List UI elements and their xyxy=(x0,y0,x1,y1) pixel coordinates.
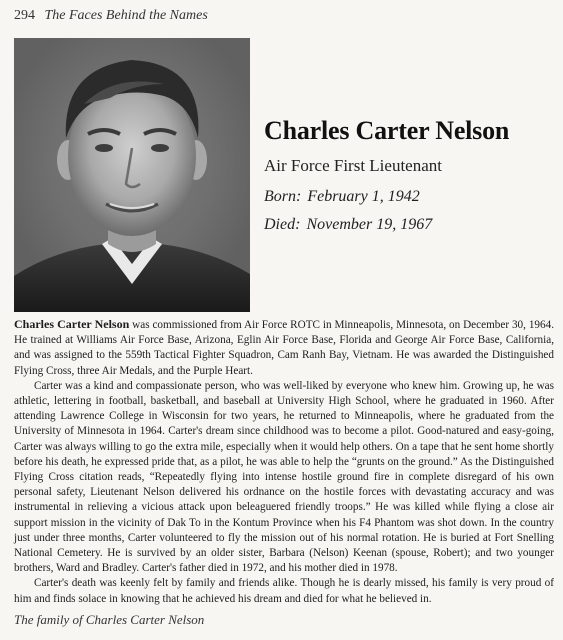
biography-paragraph-1-text: was commissioned from Air Force ROTC in Minneapolis, Minnesota, on December 30, 1964. He trained at Williams Air Force Base, Arizona, Eglin Air Force Base, Florida and George Air Force Base, California, and was assigned to the 559th Tactical Fighter Squadron, Cam Ranh Bay, Vietnam. He was awarded the Distinguished Flying Cross, three Air Medals, and the Purple Heart. xyxy=(14,319,554,377)
born-date: February 1, 1942 xyxy=(307,188,420,205)
book-title: The Faces Behind the Names xyxy=(44,8,208,23)
subject-name: Charles Carter Nelson xyxy=(264,116,510,145)
title-block xyxy=(264,116,554,244)
biography-paragraph-1 xyxy=(14,317,554,379)
biography-lead-name: Charles Carter Nelson xyxy=(14,317,130,331)
subject-rank: Air Force First Lieutenant xyxy=(264,156,442,175)
died-line xyxy=(264,216,554,234)
born-line xyxy=(264,188,554,206)
portrait-photo xyxy=(14,38,250,312)
born-label: Born: xyxy=(264,188,302,205)
running-head xyxy=(14,8,208,24)
portrait-illustration xyxy=(14,38,250,312)
biography-text xyxy=(14,317,554,607)
biography-paragraph-2: Carter was a kind and compassionate person, who was well-liked by everyone who knew him. Growing up, he was athletic, lettering in football, basketball, and baseball at University High School, where he graduated in 1960. After attending Lawrence College in Wisconsin for two years, he returned to Minneapolis, where he graduated from the University of Minnesota in 1964. Carter's dream since childhood was to become a pilot. Good-natured and easy-going, Carter was always willing to go the extra mile, especially when it would help others. On a tape that he sent home shortly before his death, he expressed pride that, as a pilot, he was able to help the “grunts on the ground.” As the Distinguished Flying Cross citation reads, “Repeatedly flying into intense hostile ground fire in complete disregard of his own personal safety, Lieutenant Nelson delivered his ordnance on the hostile forces with devastating accuracy and was instrumental in relieving a vicious attack upon beleaguered friendly troops.” He was killed while flying a close air support mission in the vicinity of Dak To in the Kontum Province when his F4 Phantom was shot down. In the country just under three months, Carter volunteered to fly the mission out of his normal rotation. He is buried at Fort Snelling National Cemetery. He is survived by an older sister, Barbara (Nelson) Keenan (spouse, Robert); and two younger brothers, Ward and Bradley. Carter's father died in 1972, and his mother died in 1978. xyxy=(14,379,554,575)
page-number: 294 xyxy=(14,8,35,23)
died-label: Died: xyxy=(264,216,301,233)
died-date: November 19, 1967 xyxy=(306,216,433,233)
next-photo-caption: The family of Charles Carter Nelson xyxy=(14,612,205,627)
biography-paragraph-3: Carter's death was keenly felt by family and friends alike. Though he is dearly missed, his family is very proud of him and finds solace in knowing that he achieved his dream and died for what he believed in. xyxy=(14,577,554,605)
